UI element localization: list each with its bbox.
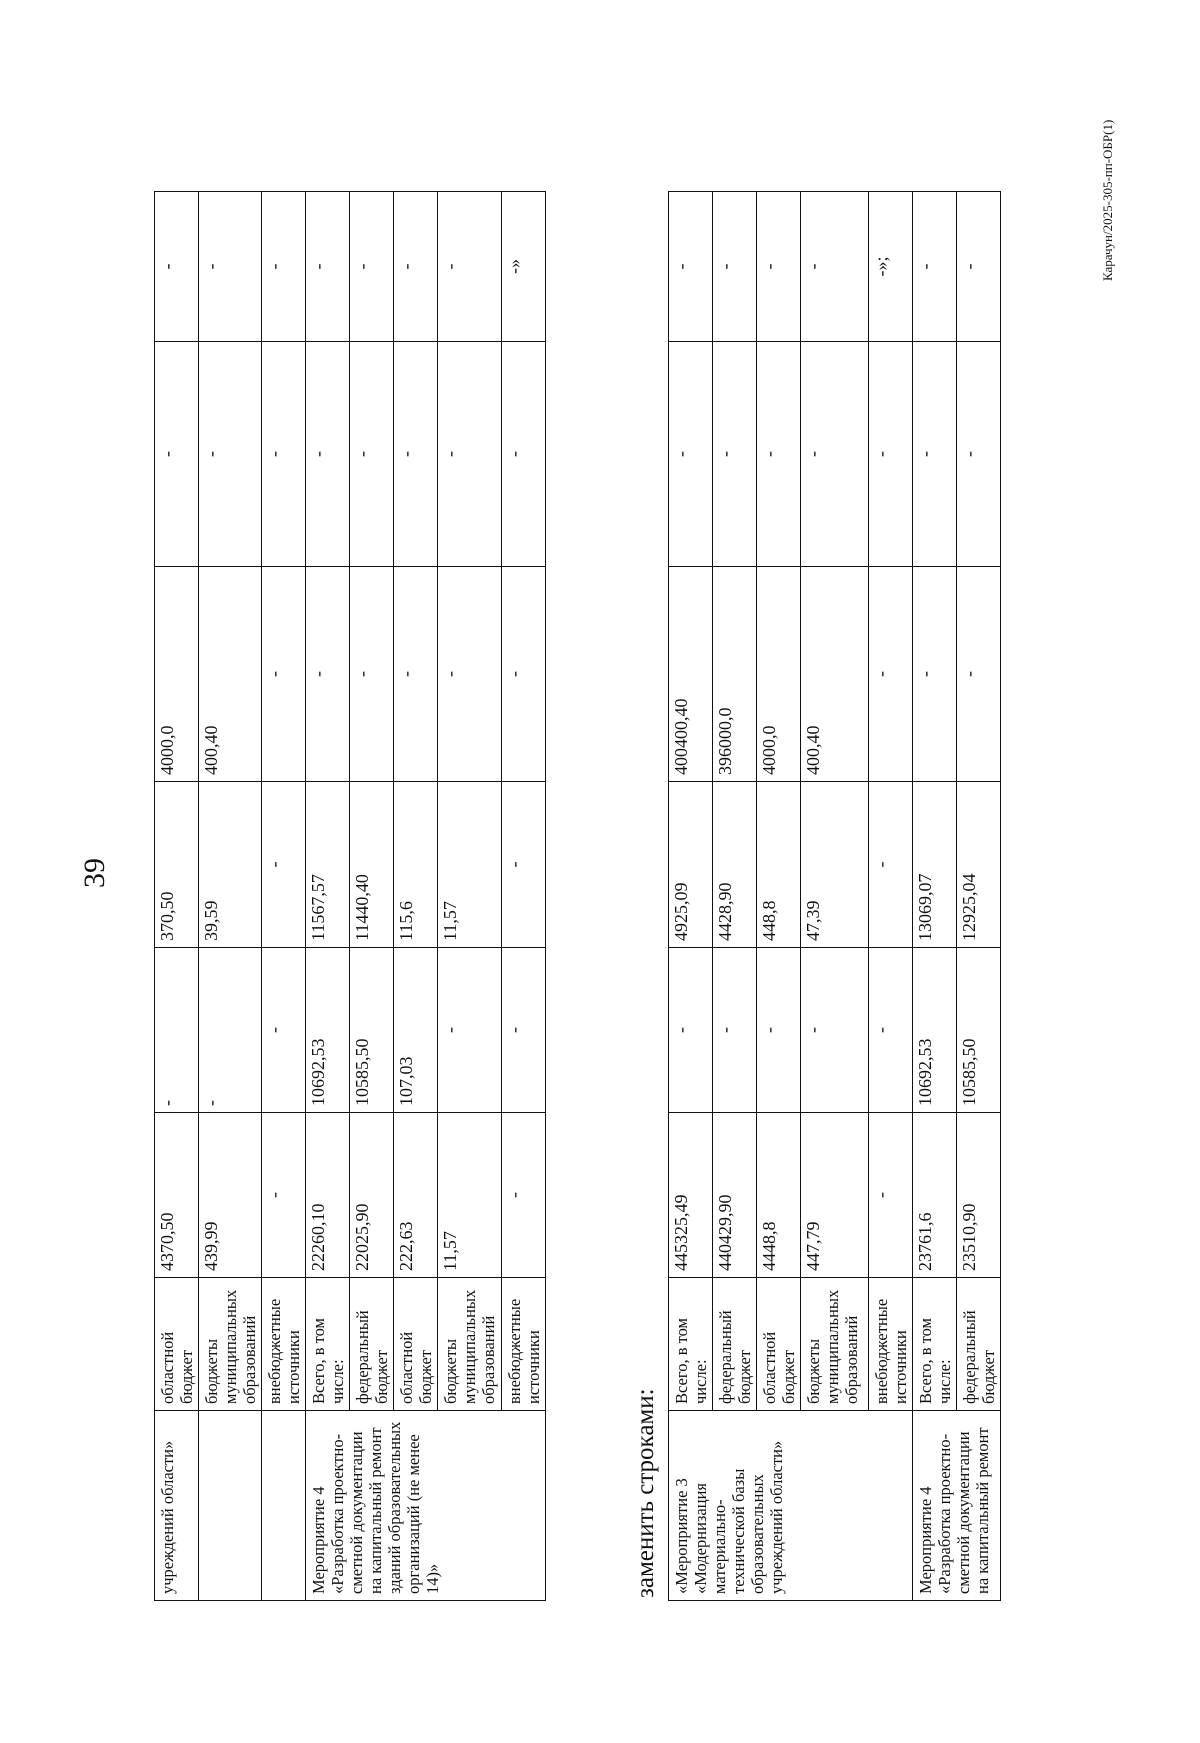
value-cell: - <box>869 782 913 948</box>
value-cell: - <box>394 342 438 567</box>
value-cell: - <box>262 782 306 948</box>
value-cell: 39,59 <box>199 782 262 948</box>
source-cell: бюджеты муниципальных образований <box>438 1278 502 1411</box>
event-cell: Мероприятие 4 «Разработка проектно-сметной документации на капитальный ремонт <box>913 1411 1001 1601</box>
value-cell: 11,57 <box>438 782 502 948</box>
value-cell: - <box>262 192 306 342</box>
table-row <box>713 192 757 1601</box>
value-cell: - <box>869 948 913 1113</box>
budget-table-bottom <box>668 191 1001 1601</box>
value-cell: 115,6 <box>394 782 438 948</box>
value-cell: 4428,90 <box>713 782 757 948</box>
table-row <box>155 192 199 1601</box>
value-cell: 4925,09 <box>669 782 713 948</box>
value-cell: - <box>801 342 869 567</box>
value-cell: - <box>757 342 801 567</box>
table-row <box>262 192 306 1601</box>
event-cell <box>199 1411 262 1601</box>
value-cell: - <box>262 567 306 782</box>
value-cell: - <box>502 567 546 782</box>
source-cell: областной бюджет <box>757 1278 801 1411</box>
value-cell: 370,50 <box>155 782 199 948</box>
value-cell: - <box>155 342 199 567</box>
table-row <box>957 192 1001 1601</box>
source-cell: внебюджетные источники <box>262 1278 306 1411</box>
value-cell: 13069,07 <box>913 782 957 948</box>
total-cell: 439,99 <box>199 1113 262 1278</box>
value-cell: - <box>438 948 502 1113</box>
source-cell: федеральный бюджет <box>957 1278 1001 1411</box>
table-row <box>306 192 350 1601</box>
total-cell: 447,79 <box>801 1113 869 1278</box>
source-cell: внебюджетные источники <box>502 1278 546 1411</box>
value-cell: 47,39 <box>801 782 869 948</box>
value-cell: - <box>350 567 394 782</box>
table-row <box>801 192 869 1601</box>
total-cell: 445325,49 <box>669 1113 713 1278</box>
total-cell: 440429,90 <box>713 1113 757 1278</box>
value-cell: - <box>713 192 757 342</box>
value-cell: - <box>262 342 306 567</box>
page-number: 39 <box>78 858 111 888</box>
value-cell: 12925,04 <box>957 782 1001 948</box>
value-cell: - <box>502 948 546 1113</box>
source-cell: областной бюджет <box>394 1278 438 1411</box>
table-row <box>757 192 801 1601</box>
value-cell: - <box>669 342 713 567</box>
source-cell: областной бюджет <box>155 1278 199 1411</box>
event-cell: учреждений области» <box>155 1411 199 1601</box>
table-row <box>669 192 713 1601</box>
table-row <box>199 192 262 1601</box>
event-cell: Мероприятие 4 «Разработка проектно-сметной документации на капитальный ремонт зданий образовательных организаций (не менее 14)» <box>306 1411 546 1601</box>
value-cell: 10692,53 <box>913 948 957 1113</box>
value-cell: - <box>801 948 869 1113</box>
value-cell: 11567,57 <box>306 782 350 948</box>
value-cell: 4000,0 <box>757 567 801 782</box>
value-cell: 107,03 <box>394 948 438 1113</box>
value-cell: - <box>199 192 262 342</box>
total-cell: 22260,10 <box>306 1113 350 1278</box>
value-cell: - <box>957 567 1001 782</box>
value-cell: - <box>438 567 502 782</box>
value-cell: - <box>913 342 957 567</box>
source-cell: Всего, в том числе: <box>913 1278 957 1411</box>
source-cell: Всего, в том числе: <box>306 1278 350 1411</box>
budget-table-top <box>154 191 546 1601</box>
value-cell: - <box>502 782 546 948</box>
value-cell: 396000,0 <box>713 567 757 782</box>
value-cell: - <box>155 192 199 342</box>
value-cell: 400,40 <box>199 567 262 782</box>
table-row <box>913 192 957 1601</box>
value-cell: - <box>438 192 502 342</box>
value-cell: 10692,53 <box>306 948 350 1113</box>
value-cell: 10585,50 <box>957 948 1001 1113</box>
value-cell: - <box>350 342 394 567</box>
value-cell: 4000,0 <box>155 567 199 782</box>
value-cell: - <box>306 342 350 567</box>
value-cell: - <box>438 342 502 567</box>
value-cell: 11440,40 <box>350 782 394 948</box>
total-cell: - <box>502 1113 546 1278</box>
event-cell: «Мероприятие 3 «Модернизация материально-технической базы образовательных учреждений области» <box>669 1411 913 1601</box>
table-row <box>350 192 394 1601</box>
value-cell: - <box>757 948 801 1113</box>
value-cell: - <box>957 192 1001 342</box>
value-cell: - <box>306 567 350 782</box>
total-cell: 23510,90 <box>957 1113 1001 1278</box>
replace-caption: заменить строками: <box>632 1388 659 1598</box>
value-cell: - <box>801 192 869 342</box>
source-cell: федеральный бюджет <box>350 1278 394 1411</box>
value-cell: - <box>713 342 757 567</box>
total-cell: 222,63 <box>394 1113 438 1278</box>
value-cell: - <box>869 342 913 567</box>
value-cell: - <box>394 192 438 342</box>
value-cell: 448,8 <box>757 782 801 948</box>
value-cell: - <box>869 567 913 782</box>
total-cell: 4448,8 <box>757 1113 801 1278</box>
value-cell: - <box>262 948 306 1113</box>
table-row <box>869 192 913 1601</box>
value-cell: - <box>713 948 757 1113</box>
total-cell: 22025,90 <box>350 1113 394 1278</box>
total-cell: - <box>262 1113 306 1278</box>
event-cell <box>262 1411 306 1601</box>
value-cell: - <box>913 192 957 342</box>
value-cell: - <box>155 948 199 1113</box>
source-cell: бюджеты муниципальных образований <box>801 1278 869 1411</box>
value-cell: 400,40 <box>801 567 869 782</box>
table-row <box>394 192 438 1601</box>
table-row <box>502 192 546 1601</box>
value-cell: -» <box>502 192 546 342</box>
source-cell: внебюджетные источники <box>869 1278 913 1411</box>
value-cell: - <box>913 567 957 782</box>
value-cell: 400400,40 <box>669 567 713 782</box>
total-cell: - <box>869 1113 913 1278</box>
table-row <box>438 192 502 1601</box>
value-cell: - <box>199 342 262 567</box>
value-cell: - <box>199 948 262 1113</box>
value-cell: - <box>957 342 1001 567</box>
value-cell: - <box>669 192 713 342</box>
value-cell: -»; <box>869 192 913 342</box>
value-cell: - <box>350 192 394 342</box>
value-cell: 10585,50 <box>350 948 394 1113</box>
source-cell: бюджеты муниципальных образований <box>199 1278 262 1411</box>
source-cell: федеральный бюджет <box>713 1278 757 1411</box>
value-cell: - <box>394 567 438 782</box>
value-cell: - <box>669 948 713 1113</box>
document-code: Карачун/2025-305-пп-ОБР(1) <box>1100 119 1115 281</box>
total-cell: 23761,6 <box>913 1113 957 1278</box>
value-cell: - <box>502 342 546 567</box>
total-cell: 11,57 <box>438 1113 502 1278</box>
value-cell: - <box>306 192 350 342</box>
total-cell: 4370,50 <box>155 1113 199 1278</box>
value-cell: - <box>757 192 801 342</box>
source-cell: Всего, в том числе: <box>669 1278 713 1411</box>
